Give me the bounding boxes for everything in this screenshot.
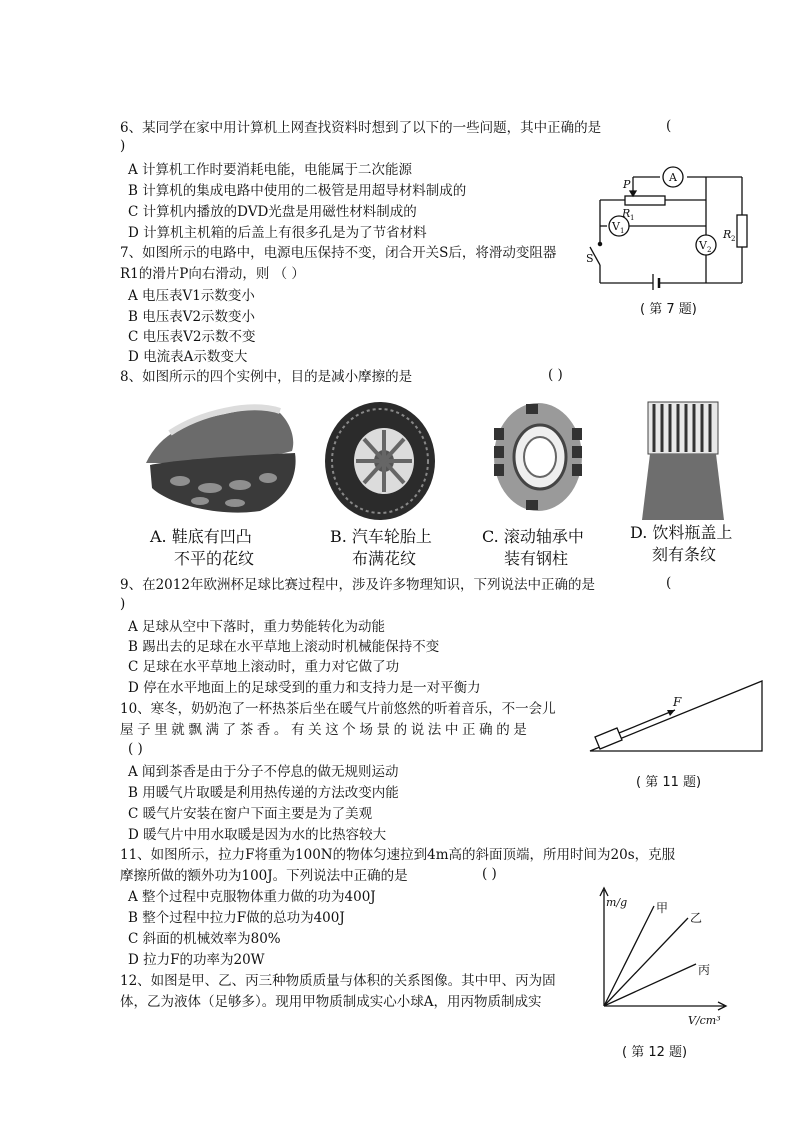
v1-label: V [612,220,620,233]
q6-paren-open: ( [666,118,672,134]
q11-option-d: D 拉力F的功率为20W [128,952,265,968]
v2-label: V [699,239,707,252]
series-bing-label: 丙 [698,963,711,977]
q6-paren-close: ) [120,138,126,154]
q11-option-a: A 整个过程中克服物体重力做的功为400J [128,889,376,905]
q8-paren: ( ) [548,367,563,383]
q8-caption-b-line2: 布满花纹 [352,549,417,568]
q9-paren-open: ( [666,575,672,591]
r2-sub-label: 2 [731,235,736,243]
q11-figure-caption: ( 第 11 题) [636,775,702,790]
q9-option-b: B 踢出去的足球在水平草地上滚动时机械能保持不变 [128,639,440,655]
q8-caption-a-line2: 不平的花纹 [174,549,255,568]
q11-option-b: B 整个过程中拉力F做的总功为400J [128,910,345,926]
v1-sub-label: 1 [620,227,625,235]
ammeter-label: A [669,171,677,184]
q6-option-c: C 计算机内播放的DVD光盘是用磁性材料制成的 [128,204,417,220]
q8-stem: 8、如图所示的四个实例中，目的是减小摩擦的是 [120,369,413,385]
r2-label: R [723,228,732,241]
shoe-sole-image [140,393,300,521]
mass-volume-graph [592,884,732,1026]
force-f-label: F [673,695,682,709]
q7-option-c: C 电压表V2示数不变 [128,329,256,345]
q11-option-c: C 斜面的机械效率为80% [128,931,281,947]
r1-sub-label: 1 [630,214,635,222]
q10-paren: ( ) [128,741,143,757]
q8-caption-d [630,522,732,566]
circuit-diagram [585,160,755,290]
q10-option-a: A 闻到茶香是由于分子不停息的做无规则运动 [128,764,399,780]
q6-option-b: B 计算机的集成电路中使用的二极管是用超导材料制成的 [128,183,467,199]
q10-option-b: B 用暖气片取暖是利用热传递的方法改变内能 [128,785,399,801]
q8-caption-c-line1: C. 滚动轴承中 [482,527,584,546]
q11-stem-line2: 摩擦所做的额外功为100J。下列说法中正确的是 [120,868,408,884]
q6-option-a: A 计算机工作时要消耗电能，电能属于二次能源 [128,162,413,178]
q7-option-d: D 电流表A示数变大 [128,349,248,365]
bottle-cap-image [638,400,728,522]
q7-stem-line2: R1的滑片P向右滑动，则 （ ） [120,266,305,282]
q10-stem-line2: 屋子里就飘满了茶香。有关这个场景的说法中正确的是 [120,722,531,738]
q9-paren-close: ) [120,596,126,612]
q7-option-b: B 电压表V2示数变小 [128,309,256,325]
q9-option-c: C 足球在水平草地上滚动时，重力对它做了功 [128,659,400,675]
q8-caption-c-line2: 装有钢柱 [504,549,569,568]
q8-caption-d-line1: D. 饮料瓶盖上 [630,523,733,542]
r1-label: R [622,207,631,220]
q9-option-d: D 停在水平地面上的足球受到的重力和支持力是一对平衡力 [128,680,481,696]
q8-caption-a [150,526,254,570]
q7-figure-caption: ( 第 7 题) [640,302,697,317]
tire-image [320,400,440,522]
q10-stem-line1: 10、寒冬，奶奶泡了一杯热茶后坐在暖气片前悠然的听着音乐，不一会儿 [120,701,556,717]
slider-p-label: P [623,178,631,191]
q6-option-d: D 计算机主机箱的后盖上有很多孔是为了节省材料 [128,225,427,241]
q8-caption-b-line1: B. 汽车轮胎上 [330,527,432,546]
v2-sub-label: 2 [707,246,712,254]
q7-stem-line1: 7、如图所示的电路中，电源电压保持不变，闭合开关S后，将滑动变阻器 [120,245,557,261]
q10-option-c: C 暖气片安装在窗户下面主要是为了美观 [128,806,373,822]
q12-stem-line1: 12、如图是甲、乙、丙三种物质质量与体积的关系图像。其中甲、丙为固 [120,973,556,989]
q8-caption-c [482,526,584,570]
q8-caption-b [330,526,432,570]
q8-caption-a-line1: A. 鞋底有凹凸 [150,527,252,546]
q9-option-a: A 足球从空中下落时，重力势能转化为动能 [128,619,386,635]
bearing-image [488,398,588,516]
series-jia-label: 甲 [656,901,669,915]
q11-paren: ( ) [482,866,497,882]
q12-figure-caption: ( 第 12 题) [622,1045,688,1060]
q8-caption-d-line2: 刻有条纹 [652,545,717,564]
q10-option-d: D 暖气片中用水取暖是因为水的比热容较大 [128,827,387,843]
q9-stem: 9、在2012年欧洲杯足球比赛过程中，涉及许多物理知识，下列说法中正确的是 [120,577,595,593]
x-axis-label: V/cm³ [688,1014,721,1026]
y-axis-label: m/g [606,896,628,909]
q12-stem-line2: 体，乙为液体（足够多）。现用甲物质制成实心小球A，用丙物质制成实 [120,994,542,1010]
series-yi-label: 乙 [690,911,703,925]
incline-diagram [585,676,765,756]
q11-stem-line1: 11、如图所示，拉力F将重为100N的物体匀速拉到4m高的斜面顶端，所用时间为20s，克服 [120,847,676,863]
q7-option-a: A 电压表V1示数变小 [128,288,255,304]
q6-stem: 6、某同学在家中用计算机上网查找资料时想到了以下的一些问题，其中正确的是 [120,120,602,136]
switch-s-label: S [586,252,594,265]
